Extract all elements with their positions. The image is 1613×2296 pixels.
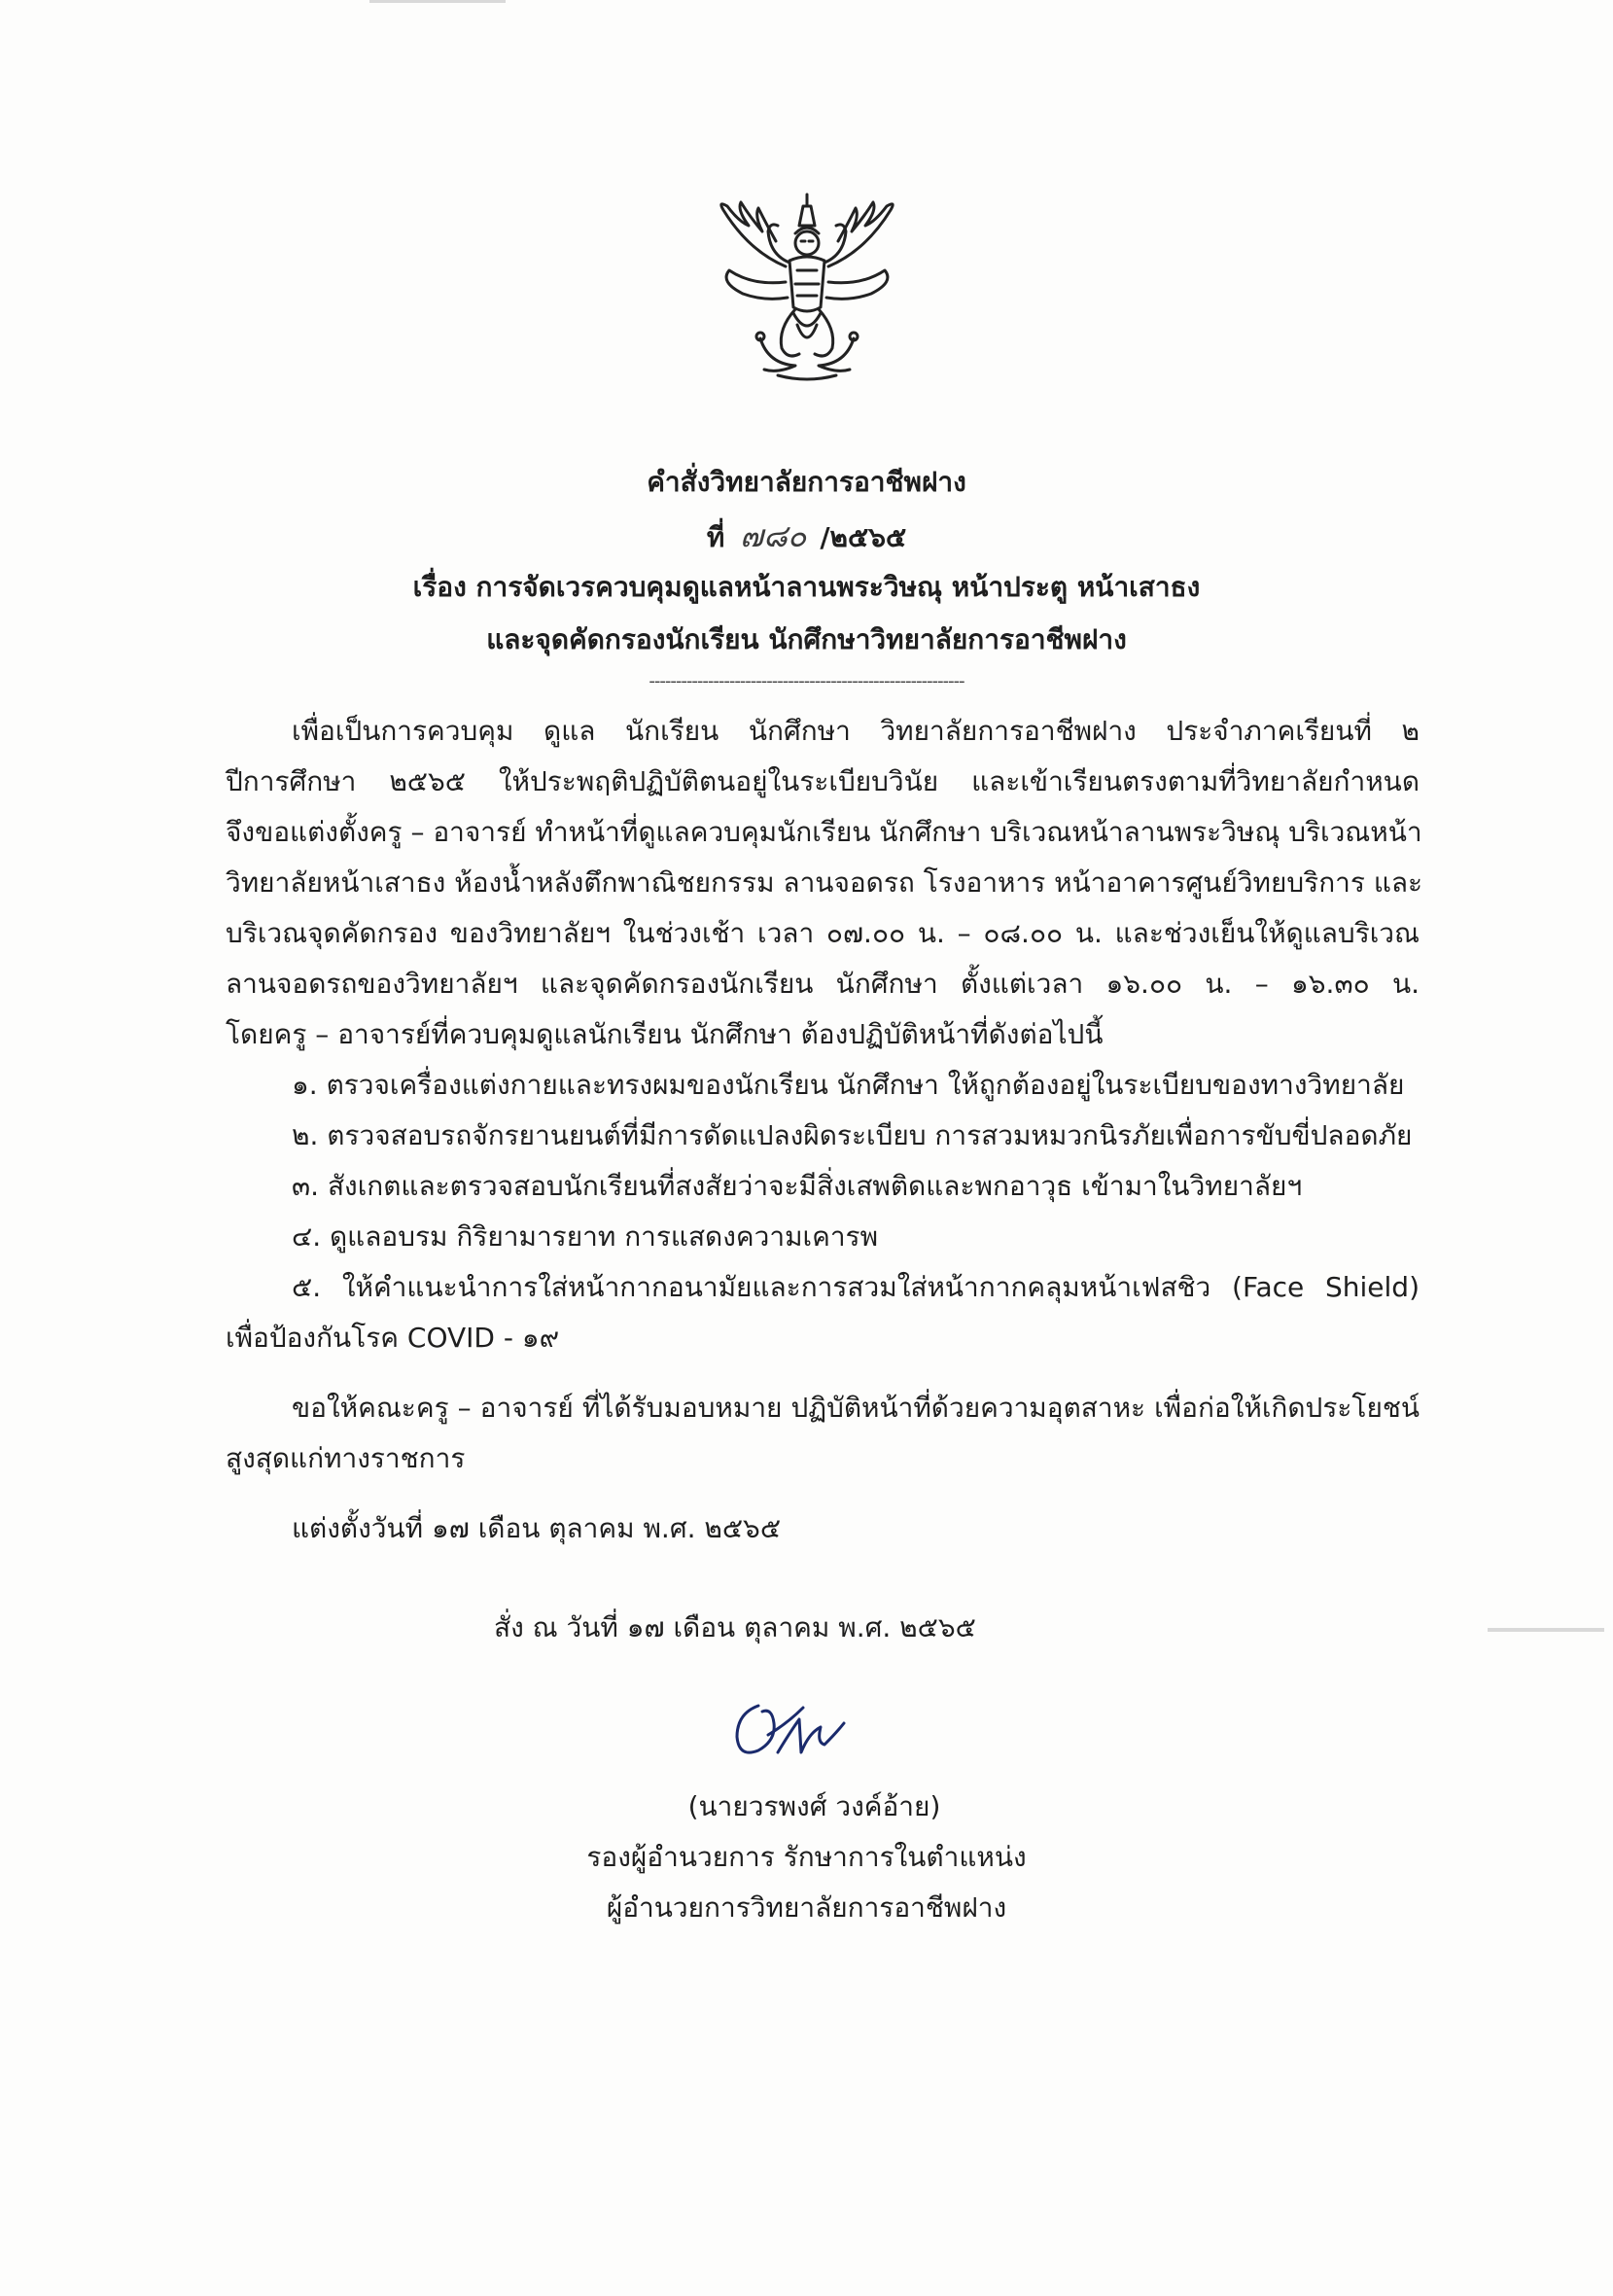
paragraph-1-line: ลานจอดรถของวิทยาลัยฯ และจุดคัดกรองนักเรียน นักศึกษา ตั้งแต่เวลา ๑๖.๐๐ น. – ๑๖.๓๐ น. [226,968,1420,1000]
paragraph-1-line: จึงขอแต่งตั้งครู – อาจารย์ ทำหน้าที่ดูแลควบคุมนักเรียน นักศึกษา บริเวณหน้าลานพระวิษณุ บริเวณหน้า [226,816,1422,848]
signer-position-line-2: ผู้อำนวยการวิทยาลัยการอาชีพฝาง [606,1891,1007,1924]
garuda-emblem-icon [710,193,904,382]
order-date: สั่ง ณ วันที่ ๑๗ เดือน ตุลาคม พ.ศ. ๒๕๖๕ [494,1611,976,1643]
duty-item: ๒. ตรวจสอบรถจักรยานยนต์ที่มีการดัดแปลงผิดระเบียบ การสวมหมวกนิรภัยเพื่อการขับขี่ปลอดภัย [292,1119,1413,1151]
paragraph-1-line: ปีการศึกษา ๒๕๖๕ ให้ประพฤติปฏิบัติตนอยู่ในระเบียบวินัย และเข้าเรียนตรงตามที่วิทยาลัยกำหนด [226,765,1420,797]
paragraph-1-line: โดยครู – อาจารย์ที่ควบคุมดูแลนักเรียน นักศึกษา ต้องปฏิบัติหน้าที่ดังต่อไปนี้ [226,1018,1104,1050]
order-number [0,512,1613,561]
paragraph-1-line: วิทยาลัยหน้าเสาธง ห้องน้ำหลังตึกพาณิชยกรรม ลานจอดรถ โรงอาหาร หน้าอาคารศูนย์วิทยบริการ และ [226,866,1423,899]
duty-item: ๑. ตรวจเครื่องแต่งกายและทรงผมของนักเรียน นักศึกษา ให้ถูกต้องอยู่ในระเบียบของทางวิทยาลัย [292,1069,1405,1101]
paragraph-1-line: เพื่อเป็นการควบคุม ดูแล นักเรียน นักศึกษา วิทยาลัยการอาชีพฝาง ประจำภาคเรียนที่ ๒ [292,715,1420,747]
paragraph-2-line: ขอให้คณะครู – อาจารย์ ที่ได้รับมอบหมาย ปฏิบัติหน้าที่ด้วยความอุตสาหะ เพื่อก่อให้เกิดประโยชน์ [292,1392,1420,1424]
duty-item: ๕. ให้คำแนะนำการใส่หน้ากากอนามัยและการสวมใส่หน้ากากคลุมหน้าเฟสชิว (Face Shield) [292,1271,1420,1303]
paragraph-1-line: บริเวณจุดคัดกรอง ของวิทยาลัยฯ ในช่วงเช้า เวลา ๐๗.๐๐ น. – ๐๘.๐๐ น. และช่วงเย็นให้ดูแลบริเวณ [226,917,1420,949]
appointment-date: แต่งตั้งวันที่ ๑๗ เดือน ตุลาคม พ.ศ. ๒๕๖๕ [292,1512,782,1544]
signature-icon [729,1694,856,1772]
order-number-handwritten: ๗๘๐ [740,517,807,554]
header-divider: ----------------------------------------------------------- [649,671,964,691]
order-title: คำสั่งวิทยาลัยการอาชีพฝาง [647,466,966,498]
duty-item: ๔. ดูแลอบรม กิริยามารยาท การแสดงความเคารพ [292,1220,879,1253]
order-number-prefix: ที่ [706,521,725,553]
signer-name: (นายวรพงศ์ วงค์อ้าย) [687,1790,941,1822]
scan-mark [1488,1628,1604,1632]
subject-line-2: และจุดคัดกรองนักเรียน นักศึกษาวิทยาลัยการอาชีพฝาง [486,623,1127,655]
duty-item-continuation: เพื่อป้องกันโรค COVID - ๑๙ [226,1322,560,1354]
paragraph-2-line: สูงสุดแก่ทางราชการ [226,1442,466,1474]
subject-line-1: เรื่อง การจัดเวรควบคุมดูแลหน้าลานพระวิษณุ หน้าประตู หน้าเสาธง [412,571,1201,603]
signer-position-line-1: รองผู้อำนวยการ รักษาการในตำแหน่ง [586,1841,1027,1873]
scan-mark [369,0,506,3]
order-number-suffix: /๒๕๖๕ [820,521,907,553]
duty-item: ๓. สังเกตและตรวจสอบนักเรียนที่สงสัยว่าจะมีสิ่งเสพติดและพกอาวุธ เข้ามาในวิทยาลัยฯ [292,1170,1303,1202]
